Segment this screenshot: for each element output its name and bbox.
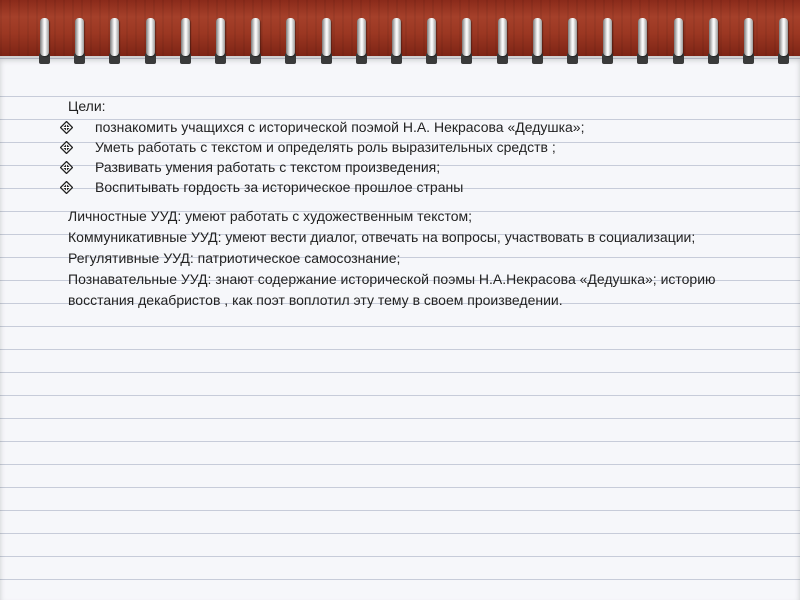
- spiral-ring: [425, 18, 438, 64]
- spiral-ring: [320, 18, 333, 64]
- uud-regulatory: Регулятивные УУД: патриотическое самосознание;: [68, 250, 401, 266]
- uud-cognitive: Познавательные УУД: знают содержание исторической поэмы Н.А.Некрасова «Дедушка»; историю восстания декабристов , как поэт воплотил эту тему в своем произведении.: [68, 271, 716, 308]
- spiral-ring: [496, 18, 509, 64]
- spiral-ring: [108, 18, 121, 64]
- spiral-ring: [777, 18, 790, 64]
- goal-text: Воспитывать гордость за историческое прошлое страны: [95, 179, 464, 195]
- goal-item: [55, 117, 775, 137]
- diamond-bullet-icon: [60, 161, 73, 174]
- spiral-ring: [38, 18, 51, 64]
- goal-text: познакомить учащихся с исторической поэмой Н.А. Некрасова «Дедушка»;: [95, 119, 585, 135]
- spiral-ring: [636, 18, 649, 64]
- goal-item: [55, 157, 775, 177]
- spiral-ring: [390, 18, 403, 64]
- spiral-ring: [601, 18, 614, 64]
- spiral-ring: [284, 18, 297, 64]
- diamond-bullet-icon: [60, 181, 73, 194]
- goals-title: Цели:: [68, 98, 106, 114]
- spiral-ring: [73, 18, 86, 64]
- slide-content: [55, 96, 775, 311]
- goal-item: [55, 137, 775, 157]
- spiral-ring: [531, 18, 544, 64]
- spiral-ring: [144, 18, 157, 64]
- goal-item: [55, 177, 775, 197]
- uud-personal: Личностные УУД: умеют работать с художественным текстом;: [68, 208, 473, 224]
- spiral-ring: [355, 18, 368, 64]
- spiral-ring: [214, 18, 227, 64]
- diamond-bullet-icon: [60, 121, 73, 134]
- goal-text: Развивать умения работать с текстом произведения;: [95, 159, 441, 175]
- spiral-ring: [460, 18, 473, 64]
- spiral-ring: [566, 18, 579, 64]
- goals-list: [55, 117, 775, 197]
- uud-block: [68, 206, 775, 311]
- goal-text: Уметь работать с текстом и определять роль выразительных средств ;: [95, 139, 556, 155]
- spiral-binding: [0, 18, 800, 74]
- uud-communicative: Коммуникативные УУД: умеют вести диалог, отвечать на вопросы, участвовать в социализации;: [68, 229, 696, 245]
- spiral-ring: [672, 18, 685, 64]
- diamond-bullet-icon: [60, 141, 73, 154]
- spiral-ring: [707, 18, 720, 64]
- spiral-ring: [179, 18, 192, 64]
- spiral-ring: [742, 18, 755, 64]
- spiral-ring: [249, 18, 262, 64]
